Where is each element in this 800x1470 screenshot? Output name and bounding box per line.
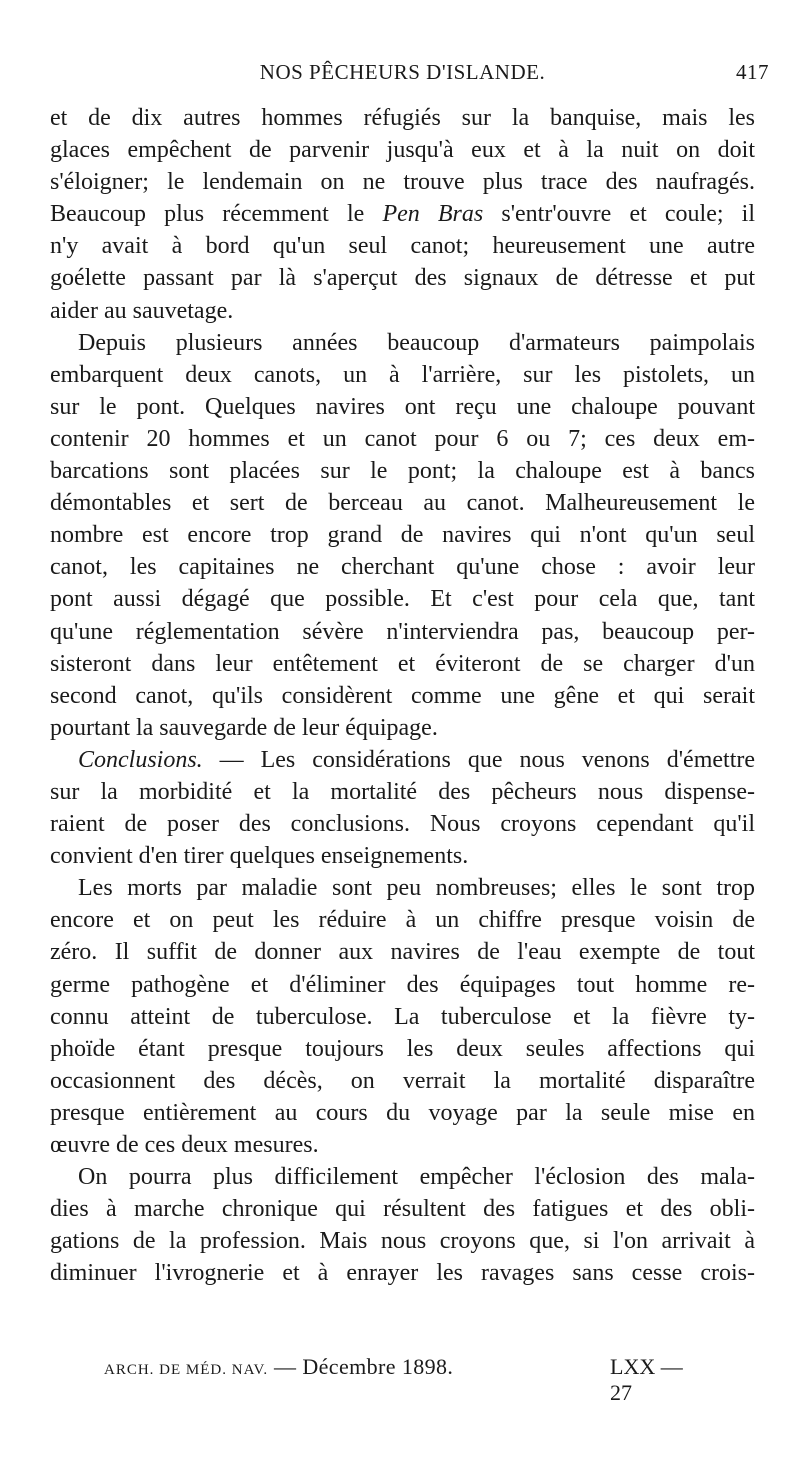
text-line: sur la morbidité et la mortalité des pêcheurs nous dispense- (50, 778, 755, 805)
text-line: Conclusions. — Les considérations que nous venons d'émettre (78, 746, 755, 773)
body-text (50, 102, 755, 1289)
text-line: n'y avait à bord qu'un seul canot; heureusement une autre (50, 233, 755, 260)
text-line: œuvre de ces deux mesures. (50, 1132, 319, 1158)
text-line: barcations sont placées sur le pont; la chaloupe est à bancs (50, 458, 755, 485)
text-line: sur le pont. Quelques navires ont reçu une chaloupe pouvant (50, 393, 755, 420)
text-line: gations de la profession. Mais nous croyons que, si l'on arrivait à (50, 1228, 755, 1255)
text-line: et de dix autres hommes réfugiés sur la banquise, mais les (50, 105, 755, 131)
text-line: presque entièrement au cours du voyage par la seule mise en (50, 1099, 755, 1126)
text-line: sisteront dans leur entêtement et éviteront de se charger d'un (50, 650, 755, 677)
text-line: aider au sauvetage. (50, 297, 234, 324)
text-line: convient d'en tirer quelques enseignements. (50, 843, 469, 870)
page-number: 417 (736, 60, 769, 84)
italic-text: Conclusions. (78, 746, 203, 773)
text-line: phoïde étant presque toujours les deux seules affections qui (50, 1035, 755, 1062)
text-line: zéro. Il suffit de donner aux navires de l'eau exempte de tout (50, 939, 755, 966)
text-line: embarquent deux canots, un à l'arrière, sur les pistolets, un (50, 361, 755, 388)
text-line: nombre est encore trop grand de navires qui n'ont qu'un seul (50, 522, 755, 549)
text-line: goélette passant par là s'aperçut des signaux de détresse et put (50, 265, 755, 292)
text-line: qu'une réglementation sévère n'interviendra pas, beaucoup per- (50, 618, 755, 645)
text-line: pont aussi dégagé que possible. Et c'est pour cela que, tant (50, 586, 755, 613)
text-line: canot, les capitaines ne cherchant qu'une chose : avoir leur (50, 554, 755, 581)
running-title: NOS PÊCHEURS D'ISLANDE. (259, 60, 546, 84)
text-line: dies à marche chronique qui résultent des fatigues et des obli- (50, 1196, 755, 1223)
footer-journal-abbrev: ARCH. DE MÉD. NAV. (104, 1362, 269, 1378)
text-line: raient de poser des conclusions. Nous croyons cependant qu'il (50, 811, 755, 838)
text-line: Les morts par maladie sont peu nombreuses; elles le sont trop (78, 875, 755, 902)
text-line: pourtant la sauvegarde de leur équipage. (50, 714, 438, 741)
footer-date: — Décembre 1898. (274, 1354, 454, 1379)
text-line: Depuis plusieurs années beaucoup d'armateurs paimpolais (78, 329, 755, 356)
text-line: contenir 20 hommes et un canot pour 6 ou 7; ces deux em- (50, 425, 755, 452)
running-head (50, 56, 769, 92)
text-line: occasionnent des décès, on verrait la mortalité disparaître (50, 1067, 755, 1094)
text-line: démontables et sert de berceau au canot. Malheureusement le (50, 490, 755, 517)
text-line: germe pathogène et d'éliminer des équipages tout homme re- (50, 971, 755, 998)
text-line: encore et on peut les réduire à un chiffre presque voisin de (50, 907, 755, 934)
text-line: diminuer l'ivrognerie et à enrayer les ravages sans cesse crois- (50, 1260, 755, 1287)
page (50, 56, 769, 1289)
italic-text: Pen Bras (382, 201, 484, 228)
text-line: glaces empêchent de parvenir jusqu'à eux et à la nuit on doit (50, 137, 755, 164)
text-line: Beaucoup plus récemment le Pen Bras s'entr'ouvre et coule; il (50, 201, 756, 228)
text-line: connu atteint de tuberculose. La tuberculose et la fièvre ty- (50, 1003, 755, 1030)
footer-citation (104, 1354, 453, 1380)
text-line: second canot, qu'ils considèrent comme une gêne et qui serait (50, 682, 755, 709)
text-line: On pourra plus difficilement empêcher l'éclosion des mala- (78, 1164, 755, 1191)
text-line: s'éloigner; le lendemain on ne trouve plus trace des naufragés. (50, 169, 755, 196)
footer-signature: LXX — 27 (610, 1354, 683, 1405)
